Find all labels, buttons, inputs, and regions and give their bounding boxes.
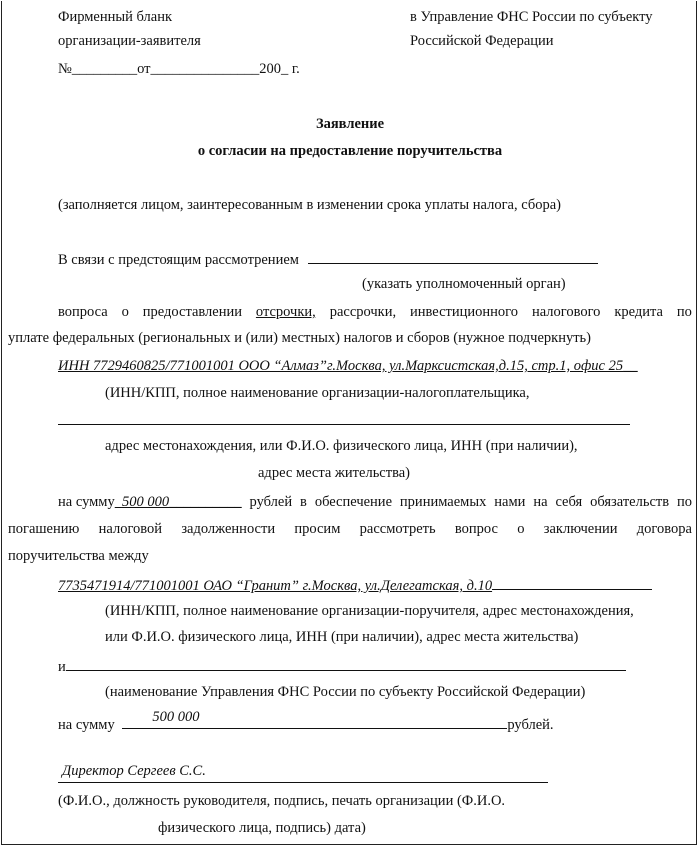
fns-field[interactable] — [66, 656, 626, 671]
sum-line — [58, 493, 692, 511]
question-word: вопроса — [58, 304, 108, 320]
fns-hint: (наименование Управления ФНС России по субъекту Российской Федерации) — [105, 684, 586, 700]
taxpayer-hint-address: адрес местонахождения, или Ф.И.О. физического лица, ИНН (при наличии), — [105, 438, 578, 454]
sum-word: принимаемых — [399, 494, 487, 510]
taxpayer-extra-line — [58, 410, 630, 430]
number-date-line: №_________от_______________200_ г. — [58, 61, 300, 77]
fns-line — [58, 656, 626, 676]
sum-word: рублей — [249, 494, 293, 510]
debt-word: просим — [294, 521, 341, 537]
letterhead-label: Фирменный бланк — [58, 9, 172, 25]
applicant-org-label: организации-заявителя — [58, 33, 201, 49]
question-word: рассрочки, — [329, 304, 397, 320]
sum2-value: 500 000 — [152, 709, 200, 725]
authority-hint: (указать уполномоченный орган) — [362, 276, 566, 292]
document-title: Заявление — [315, 116, 385, 132]
guarantor-hint: (ИНН/КПП, полное наименование организации-поручителя, адрес местонахождения, — [105, 603, 634, 619]
sum2-line — [58, 711, 554, 734]
sum-value: 500 000 — [121, 494, 170, 510]
debt-word: задолженности — [181, 521, 276, 537]
consideration-prefix: В связи с предстоящим рассмотрением — [58, 252, 299, 268]
question-word: кредита — [614, 304, 663, 320]
debt-word: договора — [636, 521, 692, 537]
debt-word: налоговой — [98, 521, 163, 537]
sum-word: по — [676, 494, 692, 510]
sum2-field[interactable] — [122, 711, 507, 729]
sum-word: в — [300, 494, 307, 510]
addressee-line2: Российской Федерации — [410, 33, 554, 49]
sum-word: на — [533, 494, 548, 510]
question-word: по — [676, 304, 692, 320]
question-word: предоставлении — [142, 304, 242, 320]
question-word: о — [121, 304, 129, 320]
taxpayer-hint-residence: адрес места жительства) — [258, 465, 410, 481]
sum-word: нами — [494, 494, 526, 510]
and-prefix: и — [58, 659, 66, 675]
debt-word: вопрос — [454, 521, 498, 537]
signature-hint: (Ф.И.О., должность руководителя, подпись, печать организации (Ф.И.О. — [58, 793, 506, 809]
document-subject: о согласии на предоставление поручительства — [197, 143, 503, 159]
taxpayer-extra-field[interactable] — [58, 410, 630, 425]
sum-prefix: на сумму — [58, 494, 115, 510]
sum-word: обязательств — [590, 494, 670, 510]
taxpayer-hint: (ИНН/КПП, полное наименование организации-налогоплательщика, — [105, 385, 530, 401]
question-word: налогового — [531, 304, 601, 320]
question-line2: уплате федеральных (региональных и (или) местных) налогов и сборов (нужное подчеркнуть) — [8, 330, 591, 346]
signature-field[interactable] — [58, 765, 548, 788]
authority-field[interactable] — [308, 249, 598, 264]
debt-word: о — [517, 521, 525, 537]
consideration-line — [58, 249, 598, 269]
debt-word: заключении — [543, 521, 618, 537]
signature-hint-date: физического лица, подпись) дата) — [158, 820, 366, 836]
question-word-deferral: отсрочки, — [255, 304, 316, 320]
guarantor-value: 7735471914/771001001 ОАО “Гранит” г.Москва, ул.Делегатская, д.10 — [58, 578, 493, 594]
signature-value: Директор Сергеев С.С. — [62, 763, 206, 779]
fill-instruction: (заполняется лицом, заинтересованным в изменении срока уплаты налога, сбора) — [58, 197, 561, 213]
guarantor-field[interactable] — [58, 575, 652, 595]
debt-word: погашению — [8, 521, 80, 537]
taxpayer-field[interactable]: ИНН 7729460825/771001001 ООО “Алмаз”г.Москва, ул.Марксистская,д.15, стр.1, офис 25__ — [58, 358, 638, 374]
addressee-line1: в Управление ФНС России по субъекту — [410, 9, 653, 25]
signature-underline — [58, 765, 548, 783]
guarantor-underline — [492, 575, 652, 590]
debt-word: рассмотреть — [359, 521, 436, 537]
sum2-prefix: на сумму — [58, 717, 115, 733]
taxpayer-value: ИНН 7729460825/771001001 ООО “Алмаз”г.Москва, ул.Марксистская,д.15, стр.1, офис 25 — [58, 358, 624, 374]
sum2-suffix: рублей. — [507, 717, 554, 733]
sum-field[interactable]: 500 000__________ — [121, 494, 242, 510]
sum-word: обеспечение — [314, 494, 392, 510]
question-word: инвестиционного — [410, 304, 519, 320]
between-line: поручительства между — [8, 548, 149, 564]
guarantor-hint-address: или Ф.И.О. физического лица, ИНН (при наличии), адрес места жительства) — [105, 629, 579, 645]
debt-line — [8, 520, 692, 538]
question-line — [58, 303, 692, 321]
sum-word: себя — [555, 494, 583, 510]
